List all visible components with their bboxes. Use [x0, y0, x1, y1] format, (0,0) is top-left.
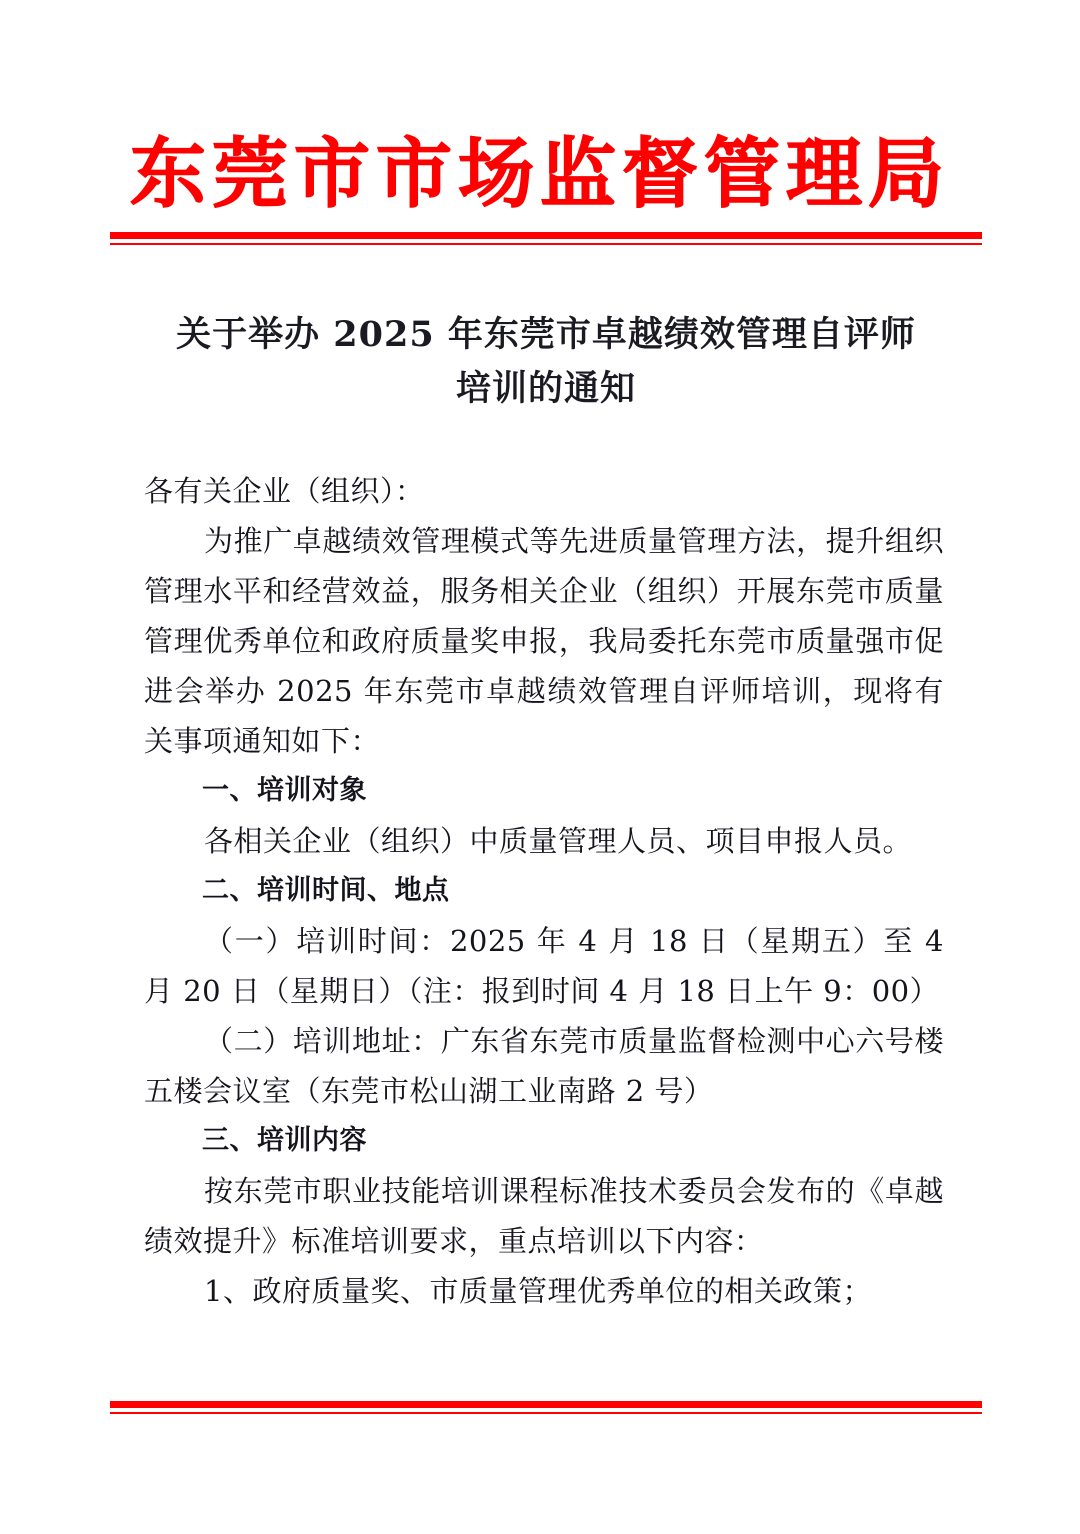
section-heading-3: 三、培训内容 [202, 1125, 367, 1156]
document-body [144, 466, 944, 1316]
document-title-line-2: 培训的通知 [455, 368, 636, 409]
section-heading-1: 一、培训对象 [202, 775, 367, 806]
document-title-line-1: 关于举办 2025 年东莞市卓越绩效管理自评师 [176, 314, 916, 355]
section-heading-2: 二、培训时间、地点 [202, 875, 450, 906]
salutation: 各有关企业（组织）： [144, 474, 425, 508]
section-2-paragraph-2: （二）培训地址：广东省东莞市质量监督检测中心六号楼五楼会议室（东莞市松山湖工业南路 2 号） [144, 1024, 944, 1108]
header-red-double-rule [110, 232, 982, 245]
letterhead [0, 126, 1080, 222]
intro-paragraph: 为推广卓越绩效管理模式等先进质量管理方法，提升组织管理水平和经营效益，服务相关企业（组织）开展东莞市质量管理优秀单位和政府质量奖申报，我局委托东莞市质量强市促进会举办 2025 年东莞市卓越绩效管理自评师培训，现将有关事项通知如下： [144, 524, 944, 758]
footer-rule-thick [110, 1401, 982, 1408]
section-2-paragraph-1: （一）培训时间：2025 年 4 月 18 日（星期五）至 4 月 20 日（星期日）（注：报到时间 4 月 18 日上午 9：00） [144, 924, 944, 1008]
header-rule-thick [110, 232, 982, 239]
footer-rule-thin [110, 1412, 982, 1414]
section-3-item-1: 1、政府质量奖、市质量管理优秀单位的相关政策； [204, 1274, 872, 1308]
issuing-authority-title: 东莞市市场监督管理局 [130, 129, 950, 218]
footer-red-double-rule [110, 1401, 982, 1414]
header-rule-thin [110, 243, 982, 245]
section-1-paragraph-1: 各相关企业（组织）中质量管理人员、项目申报人员。 [204, 824, 913, 858]
section-3-paragraph-1: 按东莞市职业技能培训课程标准技术委员会发布的《卓越绩效提升》标准培训要求，重点培训以下内容： [144, 1174, 944, 1258]
document-title [110, 308, 982, 416]
